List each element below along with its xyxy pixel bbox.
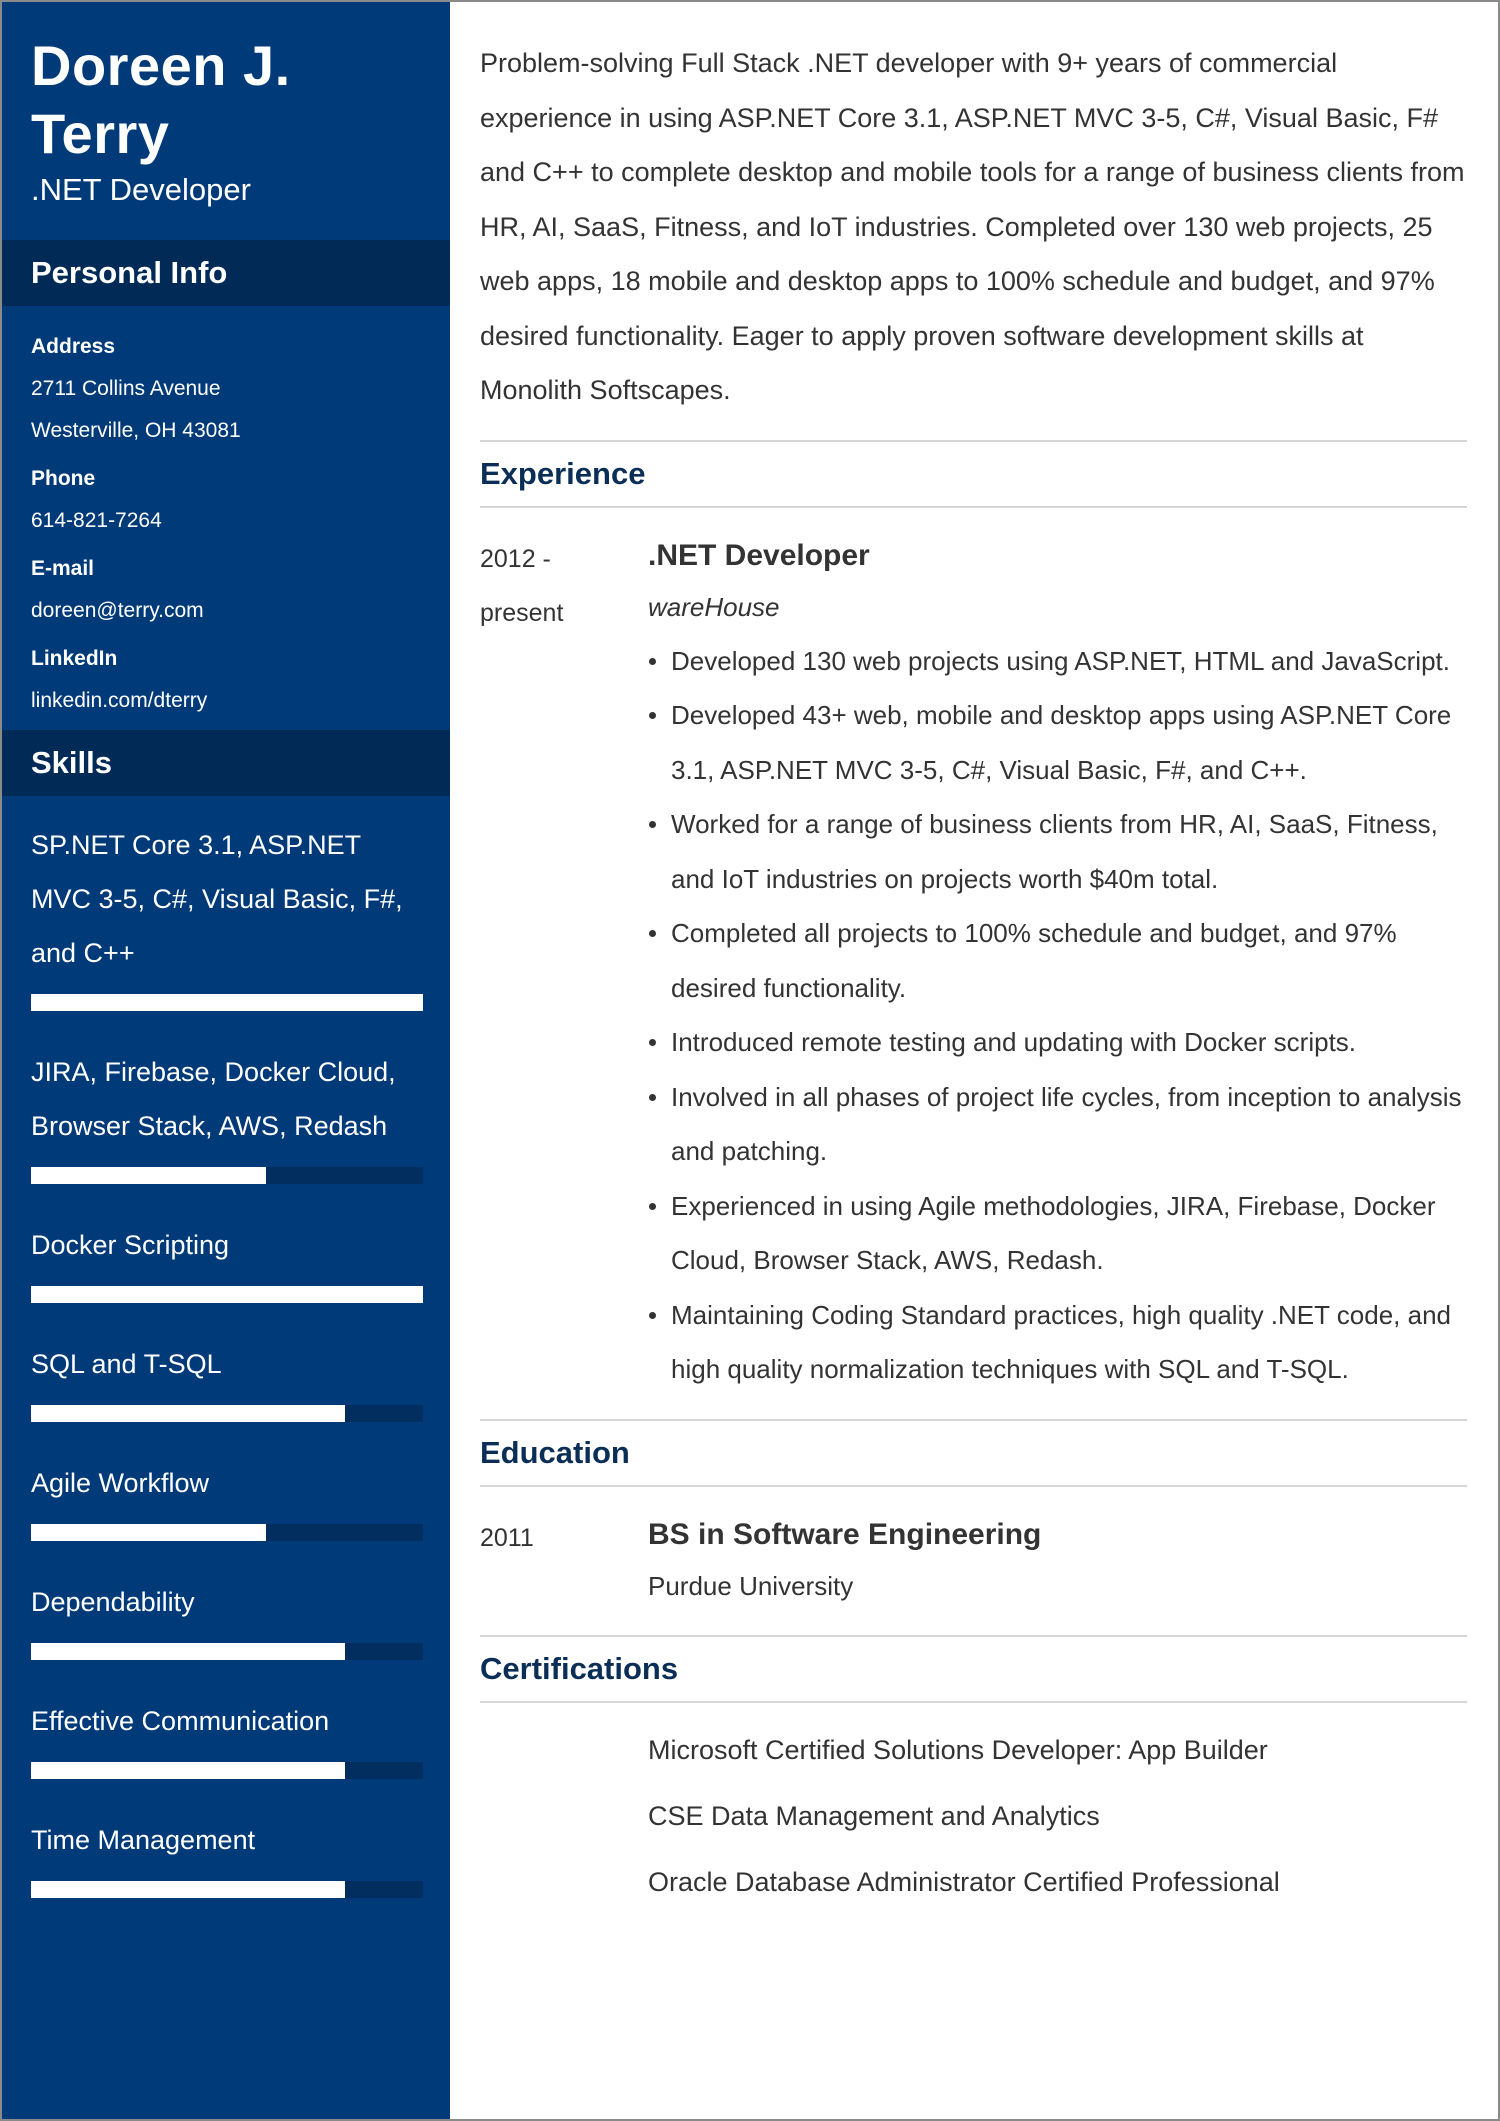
skill-level-bar bbox=[31, 1643, 423, 1660]
job-date-start: 2012 - bbox=[480, 544, 551, 573]
skill-item bbox=[31, 1456, 421, 1541]
candidate-name: Doreen J. Terry bbox=[31, 34, 291, 165]
skills-heading: Skills bbox=[2, 730, 450, 796]
skill-item bbox=[31, 1575, 421, 1660]
address-line1: 2711 Collins Avenue bbox=[31, 377, 221, 400]
personal-info bbox=[2, 306, 450, 730]
certifications-list bbox=[480, 1703, 1467, 1915]
main-content bbox=[450, 2, 1498, 2119]
job-bullet: Worked for a range of business clients from HR, AI, SaaS, Fitness, and IoT industries on projects worth $40m total. bbox=[648, 797, 1467, 906]
job-dates bbox=[480, 532, 648, 1397]
phone-label: Phone bbox=[31, 467, 96, 490]
header bbox=[2, 2, 450, 240]
education-degree: BS in Software Engineering bbox=[648, 1517, 1042, 1551]
education-year: 2011 bbox=[480, 1523, 534, 1552]
skill-level-fill bbox=[31, 1643, 345, 1660]
skill-level-bar bbox=[31, 1762, 423, 1779]
certifications-heading: Certifications bbox=[480, 1635, 1467, 1703]
certification-item: Microsoft Certified Solutions Developer: App Builder bbox=[648, 1734, 1268, 1765]
personal-info-heading: Personal Info bbox=[2, 240, 450, 306]
address-label: Address bbox=[31, 335, 116, 358]
job-company: wareHouse bbox=[648, 591, 780, 622]
linkedin-value[interactable]: linkedin.com/dterry bbox=[31, 689, 208, 712]
job-bullet: Involved in all phases of project life cycles, from inception to analysis and patching. bbox=[648, 1070, 1467, 1179]
skill-name: SQL and T-SQL bbox=[31, 1349, 222, 1379]
job-bullet: Completed all projects to 100% schedule and budget, and 97% desired functionality. bbox=[648, 906, 1467, 1015]
education-section bbox=[480, 1419, 1467, 1613]
email-value[interactable]: doreen@terry.com bbox=[31, 599, 204, 622]
sidebar bbox=[2, 2, 450, 2119]
certification-item: Oracle Database Administrator Certified Professional bbox=[648, 1866, 1280, 1897]
job-bullet: Introduced remote testing and updating with Docker scripts. bbox=[648, 1015, 1467, 1070]
skill-level-fill bbox=[31, 1286, 423, 1303]
skill-name: Effective Communication bbox=[31, 1706, 330, 1736]
skill-name: Dependability bbox=[31, 1587, 195, 1617]
education-body bbox=[648, 1511, 1467, 1613]
skill-item bbox=[31, 1813, 421, 1898]
skill-level-fill bbox=[31, 1762, 345, 1779]
skill-level-bar bbox=[31, 994, 423, 1011]
job-bullet: Maintaining Coding Standard practices, high quality .NET code, and high quality normalization techniques with SQL and T-SQL. bbox=[648, 1288, 1467, 1397]
job-bullet: Experienced in using Agile methodologies, JIRA, Firebase, Docker Cloud, Browser Stack, AWS, Redash. bbox=[648, 1179, 1467, 1288]
skill-name: Docker Scripting bbox=[31, 1230, 230, 1260]
skill-item bbox=[31, 818, 421, 1011]
job-bullet: Developed 130 web projects using ASP.NET, HTML and JavaScript. bbox=[648, 634, 1467, 689]
skill-level-fill bbox=[31, 994, 423, 1011]
job-bullets bbox=[648, 634, 1467, 1397]
skill-level-bar bbox=[31, 1286, 423, 1303]
experience-section bbox=[480, 440, 1467, 1397]
job-date-end: present bbox=[480, 598, 564, 627]
skill-name: Agile Workflow bbox=[31, 1468, 210, 1498]
skill-item bbox=[31, 1694, 421, 1779]
skill-level-fill bbox=[31, 1405, 345, 1422]
address-line2: Westerville, OH 43081 bbox=[31, 419, 241, 442]
skill-level-bar bbox=[31, 1524, 423, 1541]
skill-item bbox=[31, 1218, 421, 1303]
education-heading: Education bbox=[480, 1419, 1467, 1487]
skill-level-fill bbox=[31, 1167, 266, 1184]
experience-heading: Experience bbox=[480, 440, 1467, 508]
job-entry bbox=[480, 508, 1467, 1397]
education-school: Purdue University bbox=[648, 1570, 854, 1601]
skill-level-fill bbox=[31, 1881, 345, 1898]
skill-level-bar bbox=[31, 1405, 423, 1422]
email-label: E-mail bbox=[31, 557, 95, 580]
job-body bbox=[648, 532, 1467, 1397]
job-title: .NET Developer bbox=[648, 538, 870, 572]
skill-level-bar bbox=[31, 1881, 423, 1898]
skill-name: SP.NET Core 3.1, ASP.NET MVC 3-5, C#, Visual Basic, F#, and C++ bbox=[31, 830, 403, 968]
skill-level-fill bbox=[31, 1524, 266, 1541]
summary: Problem-solving Full Stack .NET developer with 9+ years of commercial experience in using ASP.NET Core 3.1, ASP.NET MVC 3-5, C#, Visual Basic, F# and C++ to complete desktop and mobile tools for a range of business clients from HR, AI, SaaS, Fitness, and IoT industries. Completed over 130 web projects, 25 web apps, 18 mobile and desktop apps to 100% schedule and budget, and 97% desired functionality. Eager to apply proven software development skills at Monolith Softscapes. bbox=[480, 48, 1465, 405]
candidate-role: .NET Developer bbox=[31, 172, 251, 207]
skill-item bbox=[31, 1337, 421, 1422]
skill-name: JIRA, Firebase, Docker Cloud, Browser Stack, AWS, Redash bbox=[31, 1057, 396, 1141]
linkedin-label: LinkedIn bbox=[31, 647, 118, 670]
education-entry bbox=[480, 1487, 1467, 1613]
certification-item: CSE Data Management and Analytics bbox=[648, 1800, 1100, 1831]
skill-item bbox=[31, 1045, 421, 1184]
phone-value: 614-821-7264 bbox=[31, 509, 162, 532]
certifications-section bbox=[480, 1635, 1467, 1915]
job-bullet: Developed 43+ web, mobile and desktop apps using ASP.NET Core 3.1, ASP.NET MVC 3-5, C#, Visual Basic, F#, and C++. bbox=[648, 688, 1467, 797]
skills-list bbox=[2, 796, 450, 1898]
skill-name: Time Management bbox=[31, 1825, 256, 1855]
skill-level-bar bbox=[31, 1167, 423, 1184]
